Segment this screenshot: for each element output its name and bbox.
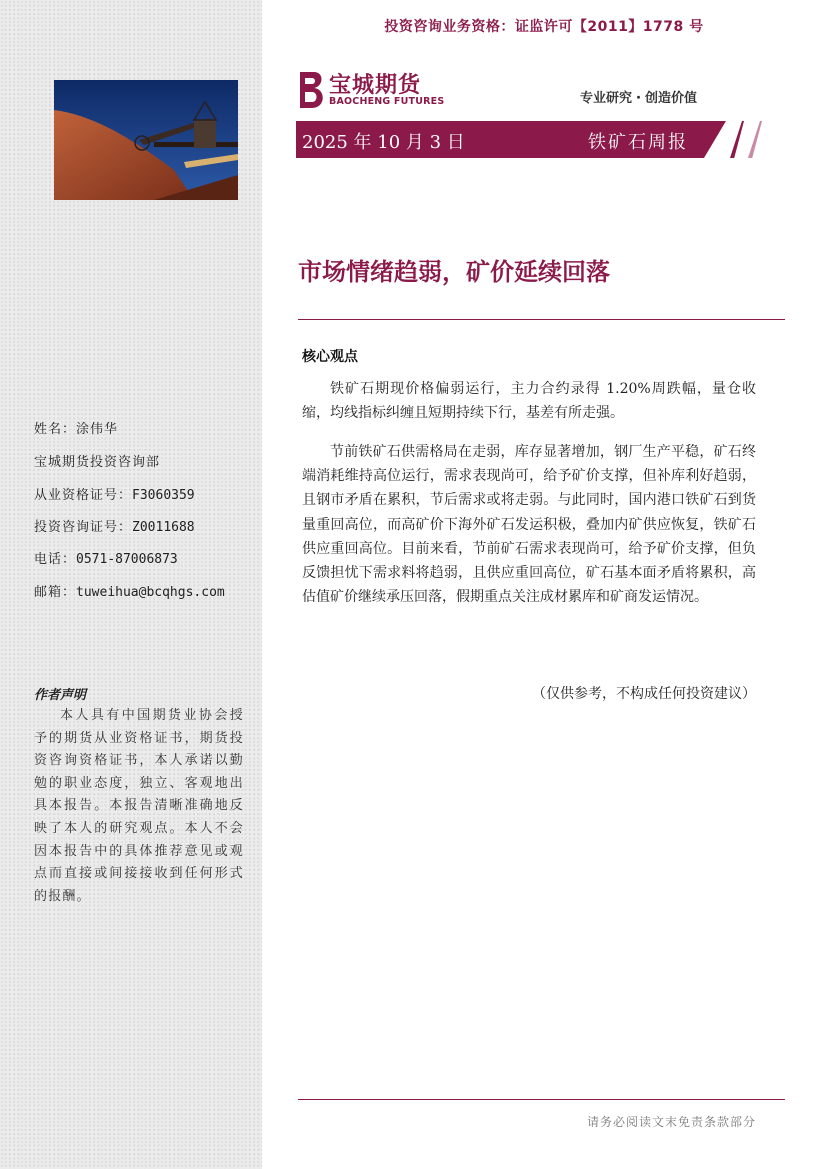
report-title: 市场情绪趋弱，矿价延续回落 bbox=[298, 258, 610, 286]
cert-number bbox=[34, 484, 195, 503]
phone bbox=[34, 548, 178, 567]
consult-number bbox=[34, 516, 195, 535]
consult-label: 投资咨询证号： bbox=[34, 520, 133, 535]
core-paragraph-1: 铁矿石期现价格偏弱运行，主力合约录得 1.20%周跌幅，量仓收缩，均线指标纠缠且短期持续下行，基差有所走强。 bbox=[302, 381, 756, 422]
core-paragraph-2: 节前铁矿石供需格局在走弱，库存显著增加，钢厂生产平稳，矿石终端消耗维持高位运行，需求表现尚可，给予矿价支撑，但补库利好趋弱，且钢市矛盾在累积，节后需求或将走弱。与此同时，国内港口铁矿石到货量重回高位，而高矿价下海外矿石发运积极，叠加内矿供应恢复，铁矿石供应重回高位。目前来看，节前矿石需求表现尚可，给予矿价支撑，但负反馈担忧下需求料将趋弱，且供应重回高位，矿石基本面矛盾将累积，高估值矿价继续承压回落，假期重点关注成材累库和矿商发运情况。 bbox=[302, 444, 756, 606]
section-title: 核心观点 bbox=[302, 349, 358, 365]
department: 宝城期货投资咨询部 bbox=[34, 455, 161, 470]
report-type: 铁矿石周报 bbox=[588, 132, 688, 153]
footer-note: 请务必阅读文末免责条款部分 bbox=[586, 1115, 756, 1129]
mining-photo bbox=[54, 80, 238, 200]
logo-cn: 宝城期货 bbox=[329, 72, 422, 98]
baocheng-logo-icon bbox=[296, 70, 326, 110]
title-divider bbox=[298, 319, 785, 320]
footer-divider bbox=[298, 1099, 785, 1100]
qualification-notice: 投资咨询业务资格：证监许可【2011】1778 号 bbox=[384, 19, 704, 35]
phone-value: 0571-87006873 bbox=[76, 552, 178, 567]
analyst-name: 姓名：涂伟华 bbox=[34, 422, 119, 437]
company-logo bbox=[296, 68, 446, 112]
logo-en: BAOCHENG FUTURES bbox=[329, 96, 445, 107]
author-heading: 作者声明 bbox=[34, 688, 87, 703]
phone-label: 电话： bbox=[34, 552, 77, 567]
cert-value: F3060359 bbox=[132, 488, 195, 503]
email bbox=[34, 581, 225, 600]
disclaimer: （仅供参考，不构成任何投资建议） bbox=[532, 686, 756, 702]
email-label: 邮箱： bbox=[34, 585, 77, 600]
banner-stripe bbox=[730, 121, 744, 158]
author-statement: 本人具有中国期货业协会授予的期货从业资格证书，期货投资咨询资格证书，本人承诺以勤勉的职业态度，独立、客观地出具本报告。本报告清晰准确地反映了本人的研究观点。本人不会因本报告中的具体推荐意见或观点而直接或间接接收到任何形式的报酬。 bbox=[34, 708, 244, 904]
banner-stripe-light bbox=[748, 121, 762, 158]
report-date: 2025 年 10 月 3 日 bbox=[302, 132, 465, 153]
slogan: 专业研究・创造价值 bbox=[580, 91, 698, 106]
email-link[interactable]: tuweihua@bcqhgs.com bbox=[76, 585, 225, 600]
consult-value: Z0011688 bbox=[132, 520, 195, 535]
cert-label: 从业资格证号： bbox=[34, 488, 133, 503]
